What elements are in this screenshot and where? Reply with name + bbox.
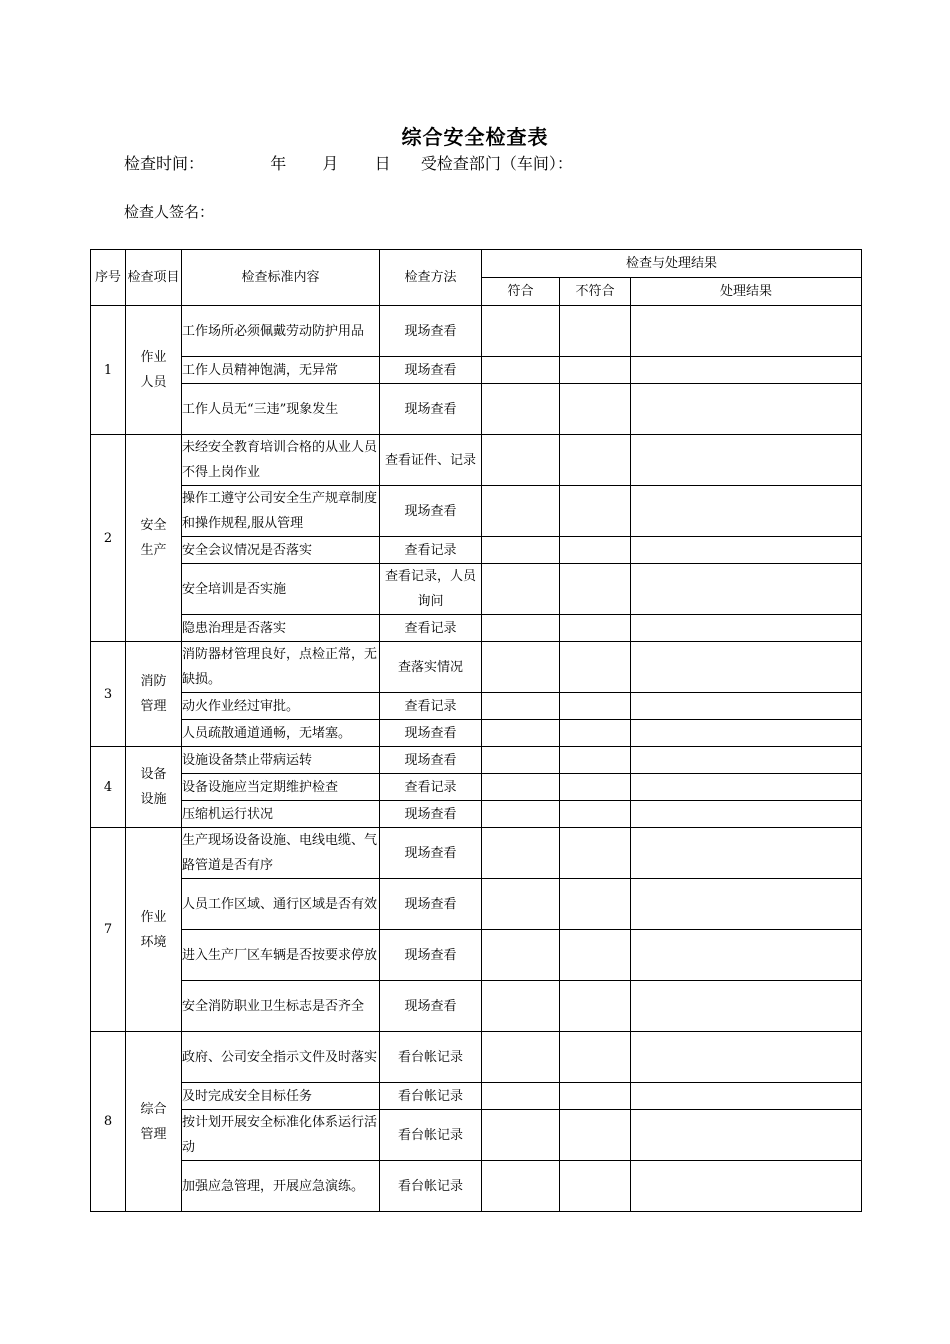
standard-cell: 消防器材管理良好，点检正常，无缺损。 [182, 642, 380, 693]
handling-cell[interactable] [631, 747, 862, 774]
table-row [91, 1161, 862, 1212]
table-row [91, 747, 862, 774]
standard-cell: 及时完成安全目标任务 [182, 1083, 380, 1110]
section-category [126, 435, 182, 642]
nonconform-cell[interactable] [560, 693, 631, 720]
table-row [91, 1032, 862, 1083]
method-cell: 现场查看 [380, 306, 482, 357]
table-row [91, 537, 862, 564]
handling-cell[interactable] [631, 1083, 862, 1110]
handling-cell[interactable] [631, 306, 862, 357]
standard-cell: 人员工作区域、通行区域是否有效 [182, 879, 380, 930]
section-category [126, 306, 182, 435]
page-title: 综合安全检查表 [401, 125, 549, 149]
header-result-group: 检查与处理结果 [482, 250, 862, 278]
conform-cell[interactable] [482, 384, 560, 435]
nonconform-cell[interactable] [560, 747, 631, 774]
conform-cell[interactable] [482, 486, 560, 537]
method-cell: 现场查看 [380, 801, 482, 828]
table-row [91, 435, 862, 486]
nonconform-cell[interactable] [560, 720, 631, 747]
conform-cell[interactable] [482, 357, 560, 384]
conform-cell[interactable] [482, 306, 560, 357]
section-seq: 3 [91, 642, 126, 747]
conform-cell[interactable] [482, 774, 560, 801]
nonconform-cell[interactable] [560, 1083, 631, 1110]
standard-cell: 安全消防职业卫生标志是否齐全 [182, 981, 380, 1032]
nonconform-cell[interactable] [560, 357, 631, 384]
method-cell: 现场查看 [380, 384, 482, 435]
handling-cell[interactable] [631, 486, 862, 537]
method-cell: 查看记录 [380, 615, 482, 642]
section-category-text: 设备设施 [140, 767, 167, 807]
method-cell: 现场查看 [380, 981, 482, 1032]
table-row [91, 828, 862, 879]
nonconform-cell[interactable] [560, 1110, 631, 1161]
conform-cell[interactable] [482, 1083, 560, 1110]
inspection-table [90, 249, 862, 1212]
section-seq: 7 [91, 828, 126, 1032]
section-seq: 1 [91, 306, 126, 435]
nonconform-cell[interactable] [560, 486, 631, 537]
conform-cell[interactable] [482, 564, 560, 615]
handling-cell[interactable] [631, 693, 862, 720]
conform-cell[interactable] [482, 1161, 560, 1212]
standard-cell: 设备设施应当定期维护检查 [182, 774, 380, 801]
section-category-text: 作业人员 [140, 350, 167, 390]
table-row [91, 930, 862, 981]
handling-cell[interactable] [631, 357, 862, 384]
table-row [91, 693, 862, 720]
nonconform-cell[interactable] [560, 306, 631, 357]
handling-cell[interactable] [631, 720, 862, 747]
section-category-text: 作业环境 [140, 909, 167, 950]
table-row [91, 774, 862, 801]
method-cell: 看台帐记录 [380, 1110, 482, 1161]
standard-cell: 进入生产厂区车辆是否按要求停放 [182, 930, 380, 981]
header-handling: 处理结果 [631, 278, 862, 306]
year-label: 年 [270, 154, 287, 173]
conform-cell[interactable] [482, 981, 560, 1032]
standard-cell: 操作工遵守公司安全生产规章制度和操作规程,服从管理 [182, 486, 380, 537]
section-seq: 4 [91, 747, 126, 828]
method-cell: 查看记录 [380, 537, 482, 564]
table-row [91, 615, 862, 642]
conform-cell[interactable] [482, 537, 560, 564]
table-row [91, 384, 862, 435]
nonconform-cell[interactable] [560, 642, 631, 693]
method-cell: 现场查看 [380, 930, 482, 981]
header-method: 检查方法 [380, 250, 482, 306]
conform-cell[interactable] [482, 1110, 560, 1161]
method-cell: 看台帐记录 [380, 1032, 482, 1083]
section-category-text: 安全生产 [140, 518, 167, 558]
standard-cell: 动火作业经过审批。 [182, 693, 380, 720]
handling-cell[interactable] [631, 879, 862, 930]
handling-cell[interactable] [631, 1161, 862, 1212]
handling-cell[interactable] [631, 1110, 862, 1161]
section-category [126, 828, 182, 1032]
header-seq: 序号 [91, 250, 126, 306]
section-category [126, 1032, 182, 1212]
table-row [91, 801, 862, 828]
nonconform-cell[interactable] [560, 981, 631, 1032]
handling-cell[interactable] [631, 801, 862, 828]
table-row [91, 879, 862, 930]
handling-cell[interactable] [631, 435, 862, 486]
nonconform-cell[interactable] [560, 537, 631, 564]
table-row [91, 981, 862, 1032]
section-category [126, 747, 182, 828]
method-cell: 现场查看 [380, 828, 482, 879]
department-label: 受检查部门（车间）： [420, 154, 573, 173]
section-seq: 8 [91, 1032, 126, 1212]
nonconform-cell[interactable] [560, 615, 631, 642]
header-nonconform: 不符合 [560, 278, 631, 306]
table-row [91, 1083, 862, 1110]
method-cell: 现场查看 [380, 879, 482, 930]
handling-cell[interactable] [631, 981, 862, 1032]
method-cell: 看台帐记录 [380, 1083, 482, 1110]
header-standard: 检查标准内容 [182, 250, 380, 306]
header-category: 检查项目 [126, 250, 182, 306]
standard-cell: 安全会议情况是否落实 [182, 537, 380, 564]
table-row [91, 306, 862, 357]
conform-cell[interactable] [482, 720, 560, 747]
section-category-text: 综合管理 [140, 1101, 167, 1142]
standard-cell: 工作人员无“三违”现象发生 [182, 384, 380, 435]
day-label: 日 [374, 154, 391, 173]
handling-cell[interactable] [631, 384, 862, 435]
standard-cell: 按计划开展安全标准化体系运行活动 [182, 1110, 380, 1161]
nonconform-cell[interactable] [560, 564, 631, 615]
standard-cell: 隐患治理是否落实 [182, 615, 380, 642]
table-row [91, 486, 862, 537]
conform-cell[interactable] [482, 879, 560, 930]
conform-cell[interactable] [482, 828, 560, 879]
inspector-signature-label: 检查人签名： [124, 203, 215, 221]
method-cell: 查落实情况 [380, 642, 482, 693]
method-cell: 现场查看 [380, 486, 482, 537]
handling-cell[interactable] [631, 615, 862, 642]
nonconform-cell[interactable] [560, 879, 631, 930]
handling-cell[interactable] [631, 564, 862, 615]
conform-cell[interactable] [482, 930, 560, 981]
nonconform-cell[interactable] [560, 828, 631, 879]
method-cell: 查看记录 [380, 693, 482, 720]
standard-cell: 工作人员精神饱满，无异常 [182, 357, 380, 384]
standard-cell: 人员疏散通道通畅，无堵塞。 [182, 720, 380, 747]
standard-cell: 生产现场设备设施、电线电缆、气路管道是否有序 [182, 828, 380, 879]
inspection-time-line [124, 151, 573, 174]
nonconform-cell[interactable] [560, 1161, 631, 1212]
standard-cell: 政府、公司安全指示文件及时落实 [182, 1032, 380, 1083]
table-row [91, 1110, 862, 1161]
nonconform-cell[interactable] [560, 930, 631, 981]
section-seq: 2 [91, 435, 126, 642]
nonconform-cell[interactable] [560, 801, 631, 828]
header-conform: 符合 [482, 278, 560, 306]
table-row [91, 357, 862, 384]
method-cell: 查看记录 [380, 774, 482, 801]
standard-cell: 设施设备禁止带病运转 [182, 747, 380, 774]
conform-cell[interactable] [482, 747, 560, 774]
conform-cell[interactable] [482, 693, 560, 720]
handling-cell[interactable] [631, 828, 862, 879]
handling-cell[interactable] [631, 774, 862, 801]
handling-cell[interactable] [631, 642, 862, 693]
nonconform-cell[interactable] [560, 1032, 631, 1083]
conform-cell[interactable] [482, 801, 560, 828]
method-cell: 现场查看 [380, 357, 482, 384]
conform-cell[interactable] [482, 1032, 560, 1083]
nonconform-cell[interactable] [560, 384, 631, 435]
handling-cell[interactable] [631, 537, 862, 564]
standard-cell: 工作场所必须佩戴劳动防护用品 [182, 306, 380, 357]
method-cell: 看台帐记录 [380, 1161, 482, 1212]
nonconform-cell[interactable] [560, 774, 631, 801]
standard-cell: 加强应急管理，开展应急演练。 [182, 1161, 380, 1212]
inspection-time-label: 检查时间： [124, 154, 205, 173]
handling-cell[interactable] [631, 1032, 862, 1083]
table-row [91, 720, 862, 747]
nonconform-cell[interactable] [560, 435, 631, 486]
method-cell: 现场查看 [380, 747, 482, 774]
method-cell: 查看记录，人员询问 [380, 564, 482, 615]
table-row [91, 642, 862, 693]
standard-cell: 安全培训是否实施 [182, 564, 380, 615]
method-cell: 查看证件、记录 [380, 435, 482, 486]
handling-cell[interactable] [631, 930, 862, 981]
conform-cell[interactable] [482, 642, 560, 693]
standard-cell: 未经安全教育培训合格的从业人员不得上岗作业 [182, 435, 380, 486]
conform-cell[interactable] [482, 615, 560, 642]
conform-cell[interactable] [482, 435, 560, 486]
section-category-text: 消防管理 [140, 674, 167, 714]
standard-cell: 压缩机运行状况 [182, 801, 380, 828]
month-label: 月 [322, 154, 339, 173]
section-category [126, 642, 182, 747]
method-cell: 现场查看 [380, 720, 482, 747]
table-row [91, 564, 862, 615]
